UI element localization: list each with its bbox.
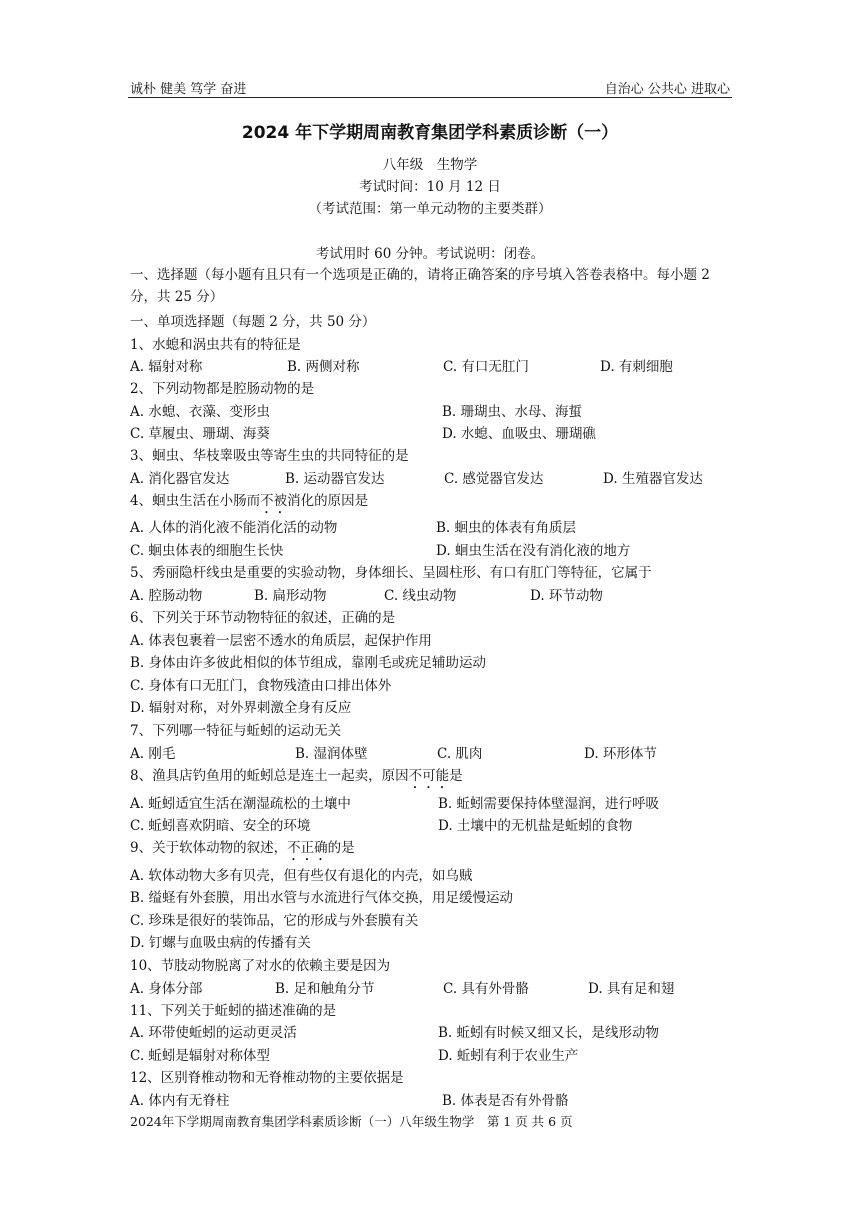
q7-stem: 7、下列哪一特征与蚯蚓的运动无关: [130, 723, 342, 739]
q4-stem-emphasis: 不被: [260, 493, 288, 509]
q1-stem: 1、水螅和涡虫共有的特征是: [130, 337, 301, 353]
q9-option-c: C. 珍珠是很好的装饰品，它的形成与外套膜有关: [130, 913, 419, 929]
q9-option-b: B. 缢蛏有外套膜，用出水管与水流进行气体交换，用足缓慢运动: [130, 890, 514, 906]
q11-option-c: C. 蚯蚓是辐射对称体型: [130, 1048, 270, 1064]
section-instruction: 一、选择题（每小题有且只有一个选项是正确的，请将正确答案的序号填入答卷表格中。每小题 2 分，共 25 分）: [130, 267, 710, 305]
q9-stem-text-end: 的是: [327, 840, 355, 856]
q4-option-d: D. 蛔虫生活在没有消化液的地方: [436, 543, 631, 559]
q9-stem-text: 9、关于软体动物的叙述，: [130, 840, 288, 856]
q3-option-b: B. 运动器官发达: [285, 471, 385, 487]
q8-stem-emphasis: 不可能: [408, 768, 450, 784]
q11-stem: 11、下列关于蚯蚓的描述准确的是: [130, 1003, 337, 1019]
q1-option-b: B. 两侧对称: [287, 359, 360, 375]
q3-stem: 3、蛔虫、华枝睾吸虫等寄生虫的共同特征的是: [130, 448, 409, 464]
q12-stem: 12、区别脊椎动物和无脊椎动物的主要依据是: [130, 1070, 404, 1086]
grade-subject: 八年级 生物学: [382, 157, 478, 173]
q7-option-c: C. 肌肉: [437, 746, 483, 762]
q3-option-d: D. 生殖器官发达: [603, 471, 703, 487]
q1-option-d: D. 有刺细胞: [600, 359, 673, 375]
page-footer: 2024年下学期周南教育集团学科素质诊断（一）八年级生物学 第 1 页 共 6 页: [130, 1114, 573, 1129]
school-spirit: 自治心 公共心 进取心: [604, 82, 730, 97]
q5-option-b: B. 扁形动物: [254, 588, 327, 604]
q11-option-a: A. 环带使蚯蚓的运动更灵活: [130, 1025, 297, 1041]
q9-option-d: D. 钉螺与血吸虫病的传播有关: [130, 935, 311, 951]
q8-stem-text: 8、渔具店钓鱼用的蚯蚓总是连土一起卖，原因: [130, 768, 409, 784]
q3-option-a: A. 消化器官发达: [130, 471, 230, 487]
q11-option-d: D. 蚯蚓有利于农业生产: [438, 1048, 579, 1064]
q5-option-a: A. 腔肠动物: [130, 588, 203, 604]
q4-option-a: A. 人体的消化液不能消化活的动物: [130, 520, 338, 536]
q2-stem: 2、下列动物都是腔肠动物的是: [130, 381, 315, 397]
q2-option-b: B. 珊瑚虫、水母、海蜇: [442, 404, 583, 420]
q6-option-a: A. 体表包裹着一层密不透水的角质层，起保护作用: [130, 633, 432, 649]
q12-option-a: A. 体内有无脊柱: [130, 1093, 230, 1109]
q10-stem: 10、节肢动物脱离了对水的依赖主要是因为: [130, 958, 391, 974]
q7-option-d: D. 环形体节: [584, 746, 657, 762]
q11-option-b: B. 蚯蚓有时候又细又长，是线形动物: [438, 1025, 660, 1041]
q8-option-c: C. 蚯蚓喜欢阴暗、安全的环境: [130, 818, 311, 834]
q4-option-b: B. 蛔虫的体表有角质层: [436, 520, 577, 536]
q7-option-b: B. 湿润体壁: [295, 746, 368, 762]
q6-stem: 6、下列关于环节动物特征的叙述，正确的是: [130, 610, 396, 626]
q12-option-b: B. 体表是否有外骨骼: [442, 1093, 569, 1109]
q8-stem: [130, 764, 730, 792]
q2-option-c: C. 草履虫、珊瑚、海葵: [130, 426, 270, 442]
q9-stem-emphasis: 不正确: [287, 840, 328, 856]
q8-option-a: A. 蚯蚓适宜生活在潮湿疏松的土壤中: [130, 796, 351, 812]
q4-stem-text: 4、蛔虫生活在小肠而: [130, 493, 261, 509]
q6-option-d: D. 辐射对称，对外界刺激全身有反应: [130, 700, 352, 716]
exam-scope: （考试范围：第一单元动物的主要类群）: [308, 201, 552, 217]
q10-option-b: B. 足和触角分节: [275, 981, 375, 997]
school-motto: 诚朴 健美 笃学 奋进: [130, 82, 247, 97]
exam-title: 2024 年下学期周南教育集团学科素质诊断（一）: [241, 123, 619, 143]
q1-option-a: A. 辐射对称: [130, 359, 203, 375]
q2-option-a: A. 水螅、衣藻、变形虫: [130, 404, 270, 420]
q6-option-c: C. 身体有口无肛门，食物残渣由口排出体外: [130, 678, 392, 694]
q10-option-a: A. 身体分部: [130, 981, 203, 997]
q5-stem: 5、秀丽隐杆线虫是重要的实验动物，身体细长、呈圆柱形、有口有肛门等特征，它属于: [130, 565, 652, 581]
subsection-instruction: 一、单项选择题（每题 2 分，共 50 分）: [130, 314, 376, 330]
q8-stem-text-end: 是: [449, 768, 463, 784]
q4-stem: [130, 489, 730, 517]
exam-duration: 考试用时 60 分钟。考试说明：闭卷。: [315, 246, 545, 262]
exam-date: 考试时间：10 月 12 日: [359, 179, 501, 195]
q6-option-b: B. 身体由许多彼此相似的体节组成，靠刚毛或疣足辅助运动: [130, 655, 487, 671]
q10-option-c: C. 具有外骨骼: [443, 981, 529, 997]
q7-option-a: A. 刚毛: [130, 746, 176, 762]
q9-option-a: A. 软体动物大多有贝壳，但有些仅有退化的内壳，如乌贼: [130, 868, 473, 884]
header-divider: [128, 97, 732, 98]
q5-option-d: D. 环节动物: [530, 588, 603, 604]
q4-stem-text-end: 消化的原因是: [287, 493, 369, 509]
q8-option-d: D. 土壤中的无机盐是蚯蚓的食物: [438, 818, 633, 834]
q9-stem: [130, 836, 730, 864]
q3-option-c: C. 感觉器官发达: [444, 471, 544, 487]
q1-option-c: C. 有口无肛门: [443, 359, 529, 375]
q10-option-d: D. 具有足和翅: [588, 981, 675, 997]
q8-option-b: B. 蚯蚓需要保持体壁湿润，进行呼吸: [438, 796, 660, 812]
q4-option-c: C. 蛔虫体表的细胞生长快: [130, 543, 284, 559]
q5-option-c: C. 线虫动物: [384, 588, 457, 604]
q2-option-d: D. 水螅、血吸虫、珊瑚礁: [442, 426, 596, 442]
